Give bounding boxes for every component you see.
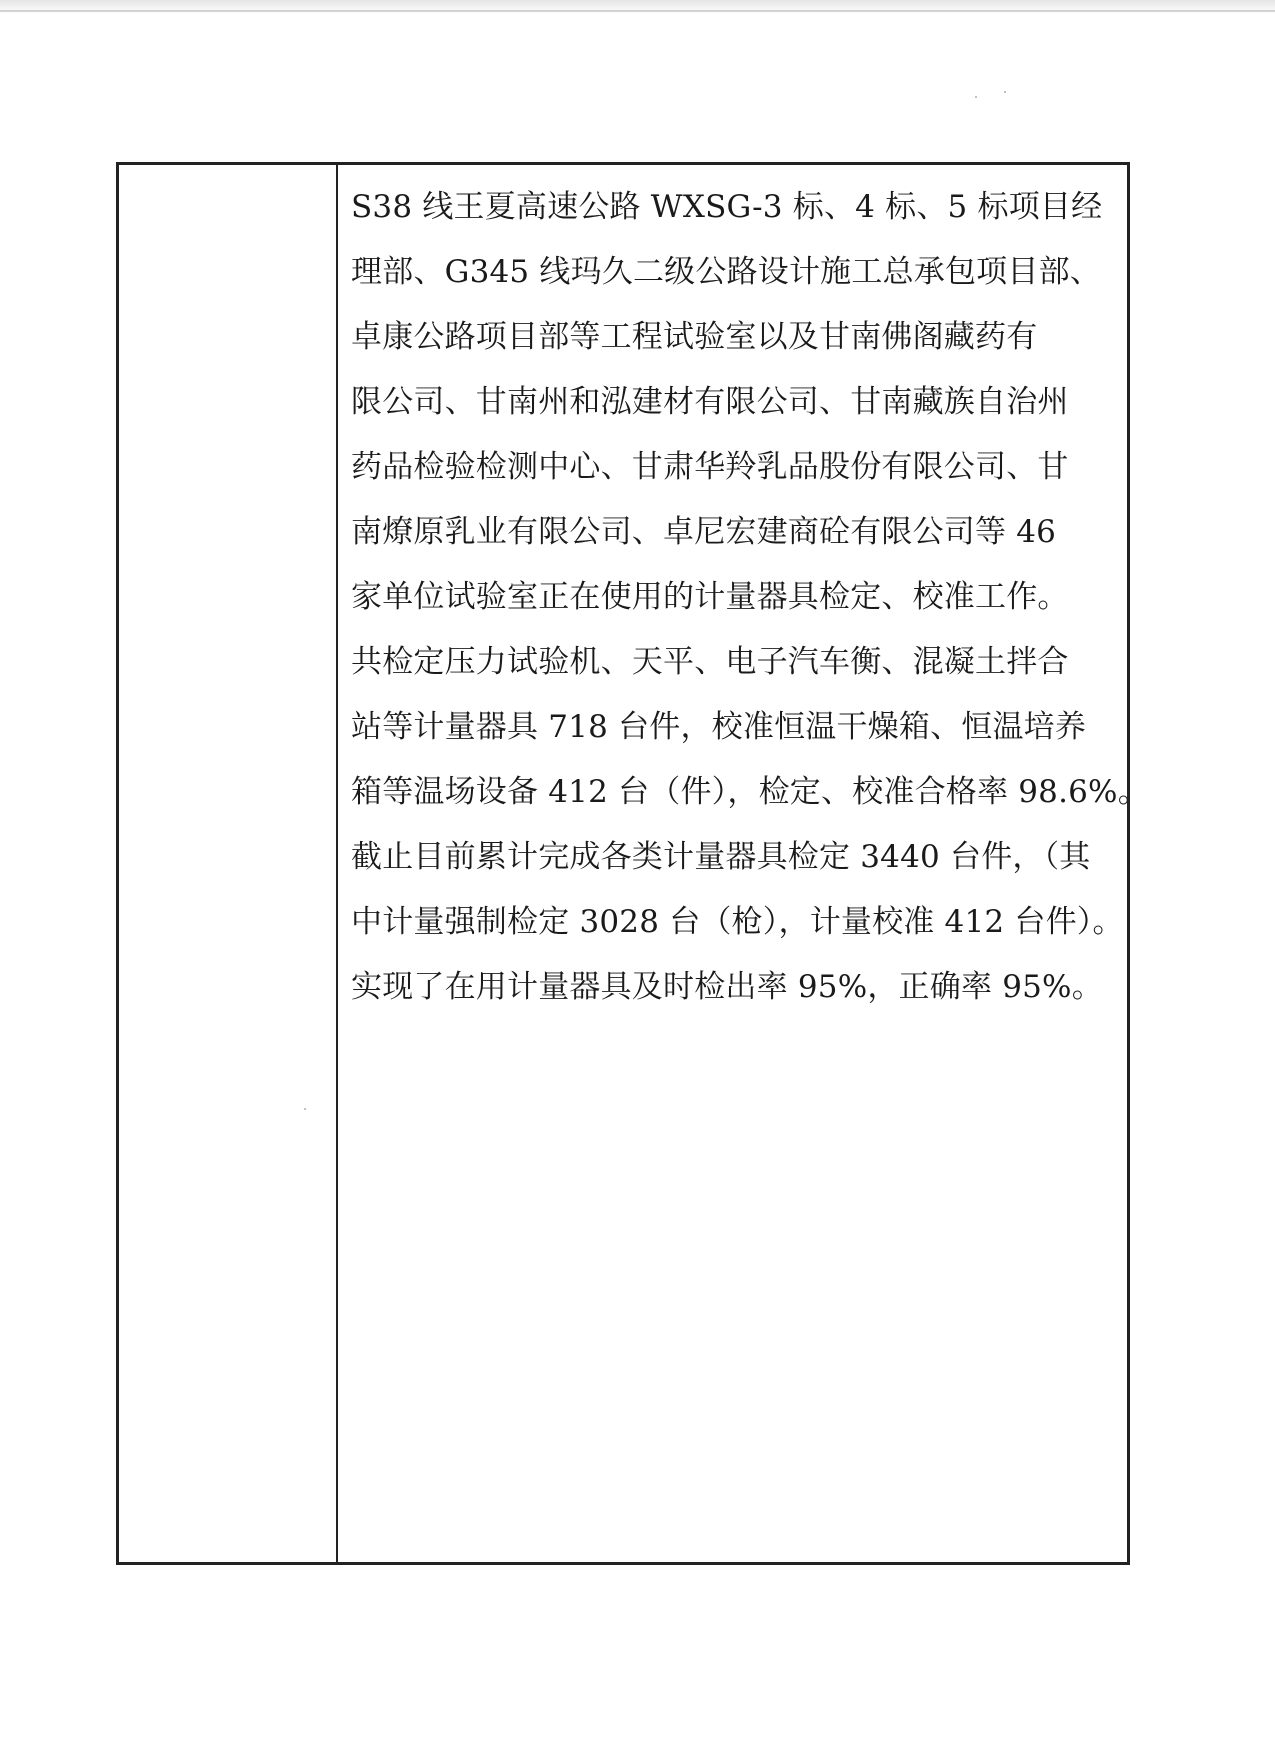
scan-top-line	[0, 10, 1275, 12]
text-line: 家单位试验室正在使用的计量器具检定、校准工作。	[351, 579, 1069, 615]
text-line: 站等计量器具 718 台件，校准恒温干燥箱、恒温培养	[351, 709, 1087, 745]
report-table	[116, 162, 1149, 1565]
text-line: 卓康公路项目部等工程试验室以及甘南佛阁藏药有	[351, 319, 1038, 355]
scan-speck	[975, 96, 977, 98]
text-line: 共检定压力试验机、天平、电子汽车衡、混凝土拌合	[351, 644, 1069, 680]
scan-speck	[1004, 91, 1006, 93]
text-line: 理部、G345 线玛久二级公路设计施工总承包项目部、	[351, 254, 1101, 290]
text-line: 药品检验检测中心、甘肃华羚乳品股份有限公司、甘	[351, 449, 1069, 485]
text-line: 南燎原乳业有限公司、卓尼宏建商砼有限公司等 46	[351, 514, 1057, 550]
text-line: 截止目前累计完成各类计量器具检定 3440 台件，（其	[351, 839, 1091, 875]
report-paragraph	[351, 175, 1149, 1020]
text-line: 箱等温场设备 412 台（件），检定、校准合格率 98.6%。	[351, 774, 1149, 810]
text-line: S38 线王夏高速公路 WXSG-3 标、4 标、5 标项目经	[351, 189, 1103, 225]
table-label-cell	[119, 165, 338, 1562]
table-content-cell	[338, 165, 1149, 1562]
text-line: 实现了在用计量器具及时检出率 95%，正确率 95%。	[351, 969, 1103, 1005]
text-line: 中计量强制检定 3028 台（枪），计量校准 412 台件）。	[351, 904, 1124, 940]
text-line: 限公司、甘南州和泓建材有限公司、甘南藏族自治州	[351, 384, 1069, 420]
